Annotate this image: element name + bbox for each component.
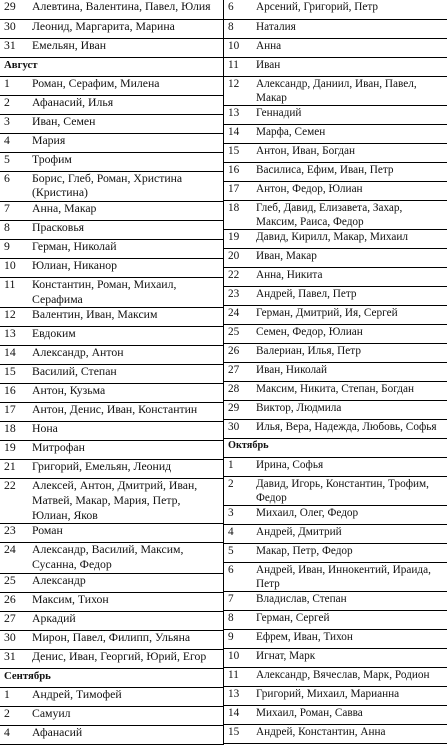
month-header-row (0, 668, 223, 687)
day-number: 22 (224, 267, 254, 286)
table-row (224, 563, 447, 592)
name-list: Василий, Степан (30, 365, 223, 384)
name-list: Геннадий (254, 105, 447, 124)
day-number: 11 (0, 277, 30, 307)
name-list: Александр, Вячеслав, Марк, Родион (254, 668, 447, 687)
name-list: Герман, Николай (30, 239, 223, 258)
day-number: 14 (0, 346, 30, 365)
day-number: 4 (224, 525, 254, 544)
day-number: 31 (0, 38, 30, 57)
day-number: 5 (0, 152, 30, 171)
table-row (0, 479, 223, 524)
name-list: Илья, Вера, Надежда, Любовь, Софья (254, 419, 447, 438)
day-number: 10 (224, 649, 254, 668)
day-number: 19 (0, 441, 30, 460)
table-row (0, 95, 223, 114)
day-number: 12 (224, 76, 254, 105)
table-row (224, 476, 447, 505)
table-row (0, 171, 223, 201)
name-list: Валериан, Илья, Петр (254, 343, 447, 362)
table-row (0, 422, 223, 441)
table-row (224, 668, 447, 687)
table-row (224, 162, 447, 181)
name-list: Игнат, Марк (254, 649, 447, 668)
table-row (0, 0, 223, 19)
name-list: Андрей, Константин, Анна (254, 725, 447, 744)
name-day-table-left (0, 0, 223, 745)
day-number: 16 (224, 162, 254, 181)
day-number: 8 (0, 220, 30, 239)
table-row (224, 38, 447, 57)
day-number: 7 (0, 201, 30, 220)
name-list: Андрей, Павел, Петр (254, 286, 447, 305)
table-row (0, 327, 223, 346)
name-list: Александр, Антон (30, 346, 223, 365)
table-row (0, 38, 223, 57)
name-list: Аркадий (30, 611, 223, 630)
day-number: 23 (224, 286, 254, 305)
name-list: Нона (30, 422, 223, 441)
day-number: 12 (0, 308, 30, 327)
day-number: 24 (224, 305, 254, 324)
table-row (224, 506, 447, 525)
table-row (224, 248, 447, 267)
table-row (224, 124, 447, 143)
name-list: Григорий, Емельян, Леонид (30, 460, 223, 479)
name-list: Емельян, Иван (30, 38, 223, 57)
name-list: Анна (254, 38, 447, 57)
table-row (224, 0, 447, 19)
table-row (224, 630, 447, 649)
table-row (0, 687, 223, 706)
name-list: Афанасий, Илья (30, 95, 223, 114)
name-list: Юлиан, Никанор (30, 258, 223, 277)
table-row (224, 457, 447, 476)
table-row (224, 381, 447, 400)
day-number: 13 (224, 105, 254, 124)
table-row (224, 229, 447, 248)
name-day-table-right (224, 0, 447, 744)
table-row (0, 308, 223, 327)
name-list: Алексей, Антон, Дмитрий, Иван, Матвей, Макар, Мария, Петр, Юлиан, Яков (30, 479, 223, 524)
table-row (224, 649, 447, 668)
table-row (0, 543, 223, 573)
day-number: 17 (0, 403, 30, 422)
name-list: Давид, Кирилл, Макар, Михаил (254, 229, 447, 248)
table-row (0, 441, 223, 460)
day-number: 13 (0, 327, 30, 346)
day-number: 9 (0, 239, 30, 258)
name-list: Семен, Федор, Юлиан (254, 324, 447, 343)
day-number: 25 (0, 573, 30, 592)
table-row (224, 286, 447, 305)
day-number: 30 (224, 419, 254, 438)
name-list: Андрей, Тимофей (30, 687, 223, 706)
table-row (0, 201, 223, 220)
day-number: 8 (224, 19, 254, 38)
table-row (224, 200, 447, 229)
name-list: Максим, Никита, Степан, Богдан (254, 381, 447, 400)
day-number: 30 (0, 19, 30, 38)
day-number: 4 (0, 725, 30, 744)
name-list: Прасковья (30, 220, 223, 239)
day-number: 21 (0, 460, 30, 479)
day-number: 27 (0, 611, 30, 630)
table-row (224, 611, 447, 630)
day-number: 7 (224, 592, 254, 611)
name-list: Михаил, Роман, Савва (254, 706, 447, 725)
day-number: 11 (224, 57, 254, 76)
table-row (224, 525, 447, 544)
day-number: 24 (0, 543, 30, 573)
table-row (0, 346, 223, 365)
name-list: Михаил, Олег, Федор (254, 506, 447, 525)
table-row (0, 384, 223, 403)
day-number: 23 (0, 524, 30, 543)
day-number: 30 (0, 630, 30, 649)
day-number: 10 (224, 38, 254, 57)
day-number: 5 (224, 544, 254, 563)
name-list: Афанасий (30, 725, 223, 744)
table-row (0, 239, 223, 258)
day-number: 1 (224, 457, 254, 476)
name-list: Иван, Семен (30, 114, 223, 133)
table-row (224, 544, 447, 563)
table-row (0, 403, 223, 422)
name-list: Константин, Роман, Михаил, Серафима (30, 277, 223, 307)
table-row (224, 362, 447, 381)
day-number: 6 (0, 171, 30, 201)
table-row (0, 114, 223, 133)
name-list: Роман, Серафим, Милена (30, 76, 223, 95)
table-row (224, 76, 447, 105)
day-number: 8 (224, 611, 254, 630)
day-number: 4 (0, 133, 30, 152)
name-list: Денис, Иван, Георгий, Юрий, Егор (30, 649, 223, 668)
name-list: Василиса, Ефим, Иван, Петр (254, 162, 447, 181)
name-list: Герман, Сергей (254, 611, 447, 630)
table-row (224, 687, 447, 706)
day-number: 15 (224, 143, 254, 162)
table-row (224, 267, 447, 286)
name-list: Анна, Макар (30, 201, 223, 220)
table-row (0, 365, 223, 384)
calendar-column-right (224, 0, 447, 745)
name-list: Борис, Глеб, Роман, Христина (Кристина) (30, 171, 223, 201)
name-list: Владислав, Степан (254, 592, 447, 611)
month-header-row (0, 57, 223, 76)
day-number: 3 (224, 506, 254, 525)
month-name: Август (0, 57, 223, 76)
day-number: 26 (0, 592, 30, 611)
name-list: Григорий, Михаил, Марианна (254, 687, 447, 706)
name-list: Максим, Тихон (30, 592, 223, 611)
name-list: Александр (30, 573, 223, 592)
name-list: Валентин, Иван, Максим (30, 308, 223, 327)
day-number: 1 (0, 687, 30, 706)
day-number: 19 (224, 229, 254, 248)
table-row (224, 305, 447, 324)
name-list: Арсений, Григорий, Петр (254, 0, 447, 19)
day-number: 10 (0, 258, 30, 277)
table-row (0, 76, 223, 95)
name-list: Трофим (30, 152, 223, 171)
day-number: 15 (0, 365, 30, 384)
table-row (224, 181, 447, 200)
day-number: 31 (0, 649, 30, 668)
name-list: Евдоким (30, 327, 223, 346)
table-row (0, 460, 223, 479)
table-row (0, 630, 223, 649)
day-number: 17 (224, 181, 254, 200)
name-list: Макар, Петр, Федор (254, 544, 447, 563)
name-list: Иван, Макар (254, 248, 447, 267)
name-list: Роман (30, 524, 223, 543)
table-row (0, 592, 223, 611)
day-number: 28 (224, 381, 254, 400)
day-number: 11 (224, 668, 254, 687)
day-number: 22 (0, 479, 30, 524)
name-list: Глеб, Давид, Елизавета, Захар, Максим, Раиса, Федор (254, 200, 447, 229)
name-list: Самуил (30, 706, 223, 725)
day-number: 16 (0, 384, 30, 403)
month-name: Сентябрь (0, 668, 223, 687)
name-list: Наталия (254, 19, 447, 38)
name-list: Андрей, Дмитрий (254, 525, 447, 544)
day-number: 25 (224, 324, 254, 343)
day-number: 15 (224, 725, 254, 744)
table-row (224, 143, 447, 162)
table-row (0, 133, 223, 152)
name-list: Александр, Василий, Максим, Сусанна, Федор (30, 543, 223, 573)
name-list: Митрофан (30, 441, 223, 460)
name-list: Анна, Никита (254, 267, 447, 286)
table-row (224, 105, 447, 124)
name-list: Антон, Кузьма (30, 384, 223, 403)
day-number: 13 (224, 687, 254, 706)
table-row (224, 324, 447, 343)
month-name: Октябрь (224, 438, 447, 457)
day-number: 6 (224, 563, 254, 592)
table-row (0, 573, 223, 592)
day-number: 14 (224, 706, 254, 725)
day-number: 20 (224, 248, 254, 267)
name-list: Герман, Дмитрий, Ия, Сергей (254, 305, 447, 324)
name-list: Ефрем, Иван, Тихон (254, 630, 447, 649)
day-number: 2 (0, 706, 30, 725)
table-row (0, 152, 223, 171)
day-number: 1 (0, 76, 30, 95)
day-number: 26 (224, 343, 254, 362)
day-number: 2 (0, 95, 30, 114)
day-number: 29 (0, 0, 30, 19)
day-number: 2 (224, 476, 254, 505)
name-list: Давид, Игорь, Константин, Трофим, Федор (254, 476, 447, 505)
table-row (0, 220, 223, 239)
day-number: 3 (0, 114, 30, 133)
table-row (0, 706, 223, 725)
name-list: Иван (254, 57, 447, 76)
day-number: 29 (224, 400, 254, 419)
table-row (224, 343, 447, 362)
name-list: Мария (30, 133, 223, 152)
name-list: Иван, Николай (254, 362, 447, 381)
name-list: Андрей, Иван, Иннокентий, Ираида, Петр (254, 563, 447, 592)
table-row (224, 419, 447, 438)
table-row (224, 57, 447, 76)
table-row (0, 19, 223, 38)
table-row (0, 277, 223, 307)
name-list: Антон, Иван, Богдан (254, 143, 447, 162)
name-list: Виктор, Людмила (254, 400, 447, 419)
day-number: 9 (224, 630, 254, 649)
day-number: 6 (224, 0, 254, 19)
table-row (0, 649, 223, 668)
name-list: Марфа, Семен (254, 124, 447, 143)
day-number: 18 (224, 200, 254, 229)
table-row (0, 524, 223, 543)
day-number: 18 (0, 422, 30, 441)
table-row (224, 19, 447, 38)
name-list: Алевтина, Валентина, Павел, Юлия (30, 0, 223, 19)
day-number: 27 (224, 362, 254, 381)
name-list: Мирон, Павел, Филипп, Ульяна (30, 630, 223, 649)
table-row (224, 592, 447, 611)
day-number: 14 (224, 124, 254, 143)
table-row (224, 400, 447, 419)
table-row (0, 258, 223, 277)
table-row (224, 706, 447, 725)
table-row (0, 725, 223, 744)
name-list: Леонид, Маргарита, Марина (30, 19, 223, 38)
name-list: Александр, Даниил, Иван, Павел, Макар (254, 76, 447, 105)
month-header-row (224, 438, 447, 457)
name-list: Антон, Денис, Иван, Константин (30, 403, 223, 422)
table-row (224, 725, 447, 744)
name-list: Антон, Федор, Юлиан (254, 181, 447, 200)
table-row (0, 611, 223, 630)
name-list: Ирина, Софья (254, 457, 447, 476)
